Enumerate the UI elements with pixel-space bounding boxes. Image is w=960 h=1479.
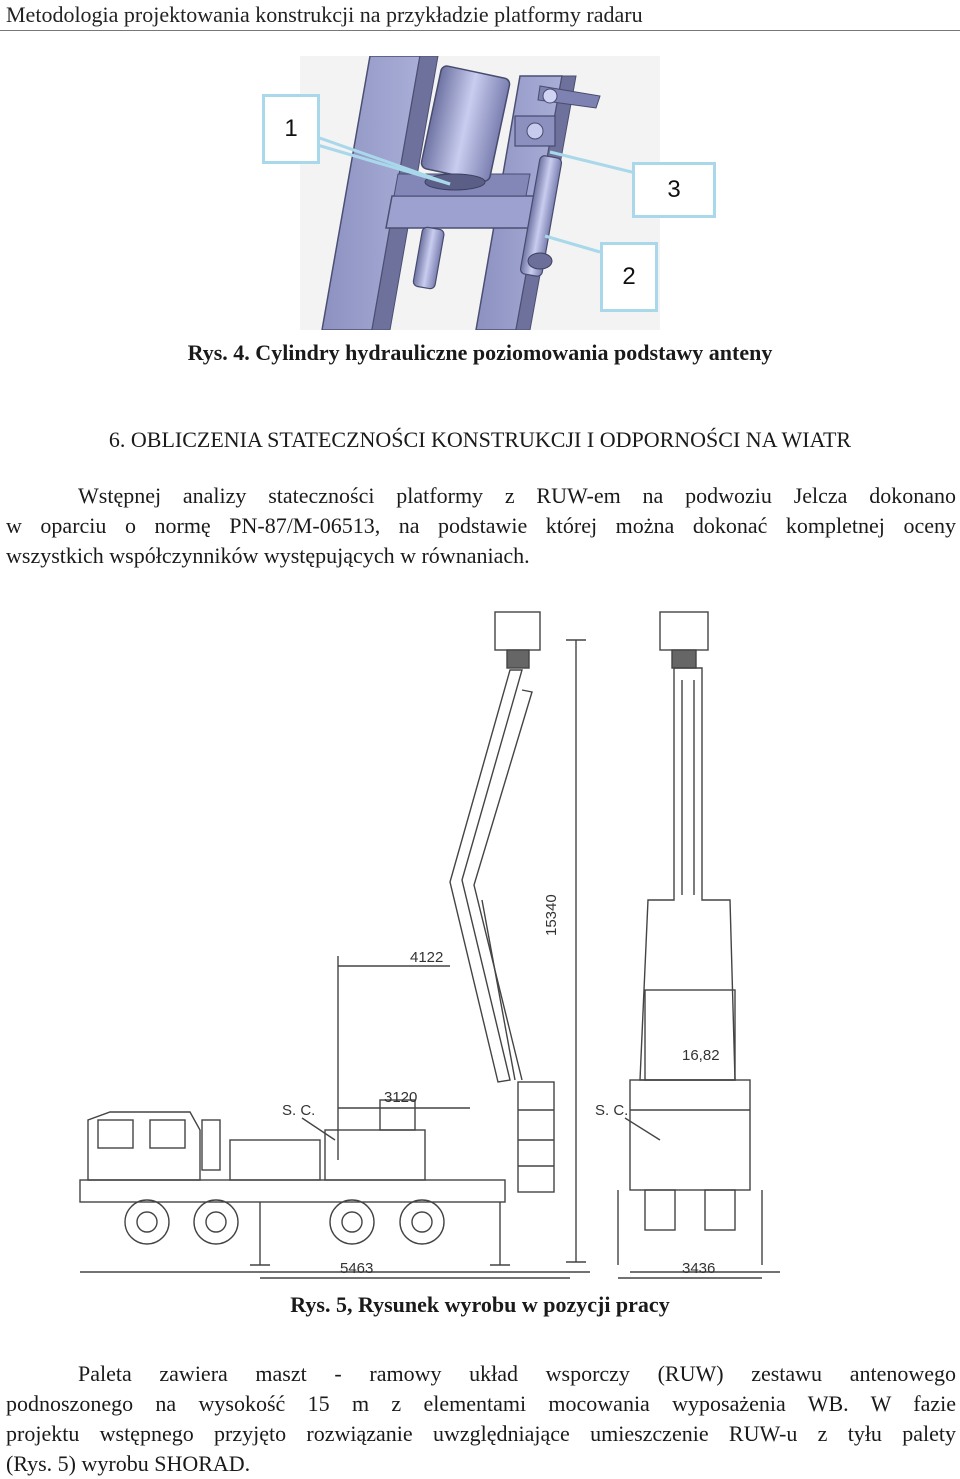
figure-5-caption: Rys. 5, Rysunek wyrobu w pozycji pracy: [290, 1292, 670, 1317]
paragraph-line: w oparciu o normę PN-87/M-06513, na podstawie której można dokonać kompletnej oceny: [6, 513, 956, 538]
dimension-angle: 16,82: [682, 1047, 720, 1064]
paragraph-line: Paleta zawiera maszt - ramowy układ wsporczy (RUW) zestawu antenowego: [78, 1361, 956, 1386]
paragraph-line: projektu wstępnego przyjęto rozwiązanie uwzględniające umieszczenie RUW-u z tyłu palety: [6, 1421, 956, 1446]
callout-3: 3: [632, 162, 716, 218]
label-sc-left: S. C.: [282, 1102, 316, 1119]
label-sc-right: S. C.: [595, 1102, 629, 1119]
dimension-offset: 3120: [384, 1089, 418, 1106]
closing-paragraph: [6, 1359, 956, 1479]
dimension-track: 3436: [682, 1260, 716, 1277]
figure-4-image: [284, 56, 681, 330]
section-paragraph: [6, 481, 956, 571]
dimension-height: 15340: [543, 894, 560, 936]
figure-5-image: [70, 600, 790, 1290]
figure-4-caption: Rys. 4. Cylindry hydrauliczne poziomowania podstawy anteny: [187, 340, 773, 365]
section-heading: 6. OBLICZENIA STATECZNOŚCI KONSTRUKCJI I ODPORNOŚCI NA WIATR: [108, 427, 852, 452]
paragraph-line: Wstępnej analizy stateczności platformy z RUW-em na podwoziu Jelcza dokonano: [78, 483, 956, 508]
running-header-title: Metodologia projektowania konstrukcji na przykładzie platformy radaru: [6, 2, 643, 27]
paragraph-line: (Rys. 5) wyrobu SHORAD.: [6, 1451, 251, 1476]
paragraph-line: podnoszonego na wysokość 15 m z elementami mocowania wyposażenia WB. W fazie: [6, 1391, 956, 1416]
vehicle-work-position-drawing: [70, 600, 790, 1290]
callout-1: 1: [262, 94, 320, 164]
dimension-wheelbase: 5463: [340, 1260, 374, 1277]
running-header: [0, 0, 960, 31]
paragraph-line: wszystkich współczynników występujących w równaniach.: [6, 543, 530, 568]
callout-2: 2: [600, 242, 658, 312]
dimension-reach: 4122: [410, 949, 444, 966]
